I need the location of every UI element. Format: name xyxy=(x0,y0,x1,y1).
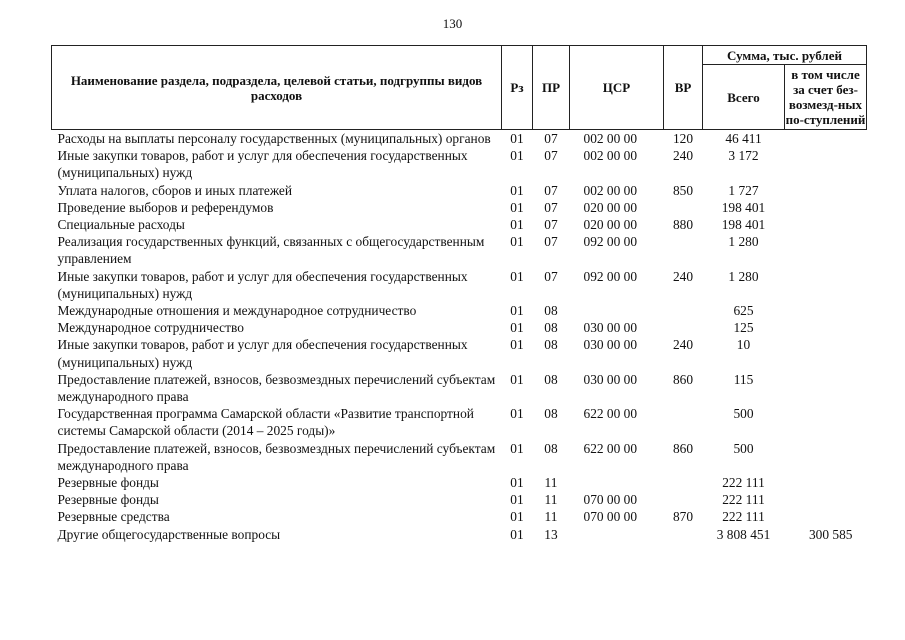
header-name: Наименование раздела, подраздела, целевой статьи, подгруппы видов расходов xyxy=(52,46,502,130)
cell-free xyxy=(785,491,867,508)
cell-free xyxy=(785,508,867,525)
cell-name: Специальные расходы xyxy=(57,217,185,233)
cell-free xyxy=(785,147,867,181)
table-row xyxy=(52,182,867,199)
cell-rz: 01 xyxy=(510,320,524,336)
cell-total: 115 xyxy=(733,371,754,387)
cell-vr xyxy=(664,474,703,491)
header-rz: Рз xyxy=(502,46,533,130)
table-row xyxy=(52,371,867,405)
cell-csr: 070 00 00 xyxy=(583,492,638,508)
cell-total: 1 280 xyxy=(728,234,759,250)
cell-pr: 07 xyxy=(544,234,558,250)
cell-csr: 002 00 00 xyxy=(583,131,638,146)
cell-csr: 092 00 00 xyxy=(583,268,638,284)
cell-csr: 030 00 00 xyxy=(583,371,638,387)
cell-vr: 850 xyxy=(672,182,694,198)
cell-csr: 020 00 00 xyxy=(583,199,638,215)
cell-vr: 870 xyxy=(672,509,694,525)
cell-rz: 01 xyxy=(510,131,524,146)
cell-pr: 08 xyxy=(544,371,558,387)
header-total: Всего xyxy=(703,65,785,130)
cell-rz: 01 xyxy=(510,303,524,319)
cell-rz: 01 xyxy=(510,371,524,387)
cell-rz: 01 xyxy=(510,148,524,164)
cell-pr: 08 xyxy=(544,320,558,336)
cell-pr: 08 xyxy=(544,440,558,456)
cell-pr: 08 xyxy=(544,406,558,422)
cell-rz: 01 xyxy=(510,492,524,508)
cell-name: Проведение выборов и референдумов xyxy=(57,199,274,215)
cell-csr: 002 00 00 xyxy=(583,182,638,198)
cell-csr: 622 00 00 xyxy=(583,440,638,456)
cell-total: 198 401 xyxy=(721,217,766,233)
cell-free xyxy=(785,440,867,474)
cell-free xyxy=(785,405,867,439)
cell-total: 222 111 xyxy=(722,509,765,525)
cell-csr: 030 00 00 xyxy=(583,320,638,336)
cell-vr: 860 xyxy=(672,440,694,456)
cell-pr: 13 xyxy=(544,526,558,542)
cell-name: Предоставление платежей, взносов, безвозмездных перечислений субъектам международного права xyxy=(57,371,496,405)
header-csr: ЦСР xyxy=(570,46,664,130)
cell-pr: 07 xyxy=(544,199,558,215)
cell-name: Иные закупки товаров, работ и услуг для обеспечения государственных (муниципальных) нужд xyxy=(57,337,468,370)
cell-free xyxy=(785,216,867,233)
cell-free xyxy=(785,130,867,148)
table-row xyxy=(52,526,867,543)
cell-free xyxy=(785,182,867,199)
cell-name: Государственная программа Самарской области «Развитие транспортной системы Самарской области (2014 – 2025 годы)» xyxy=(57,406,474,439)
cell-rz: 01 xyxy=(510,475,524,491)
cell-free xyxy=(785,319,867,336)
header-sum: Сумма, тыс. рублей xyxy=(703,46,867,65)
cell-csr: 030 00 00 xyxy=(583,337,638,353)
cell-total: 3 172 xyxy=(728,148,759,164)
cell-name: Уплата налогов, сборов и иных платежей xyxy=(57,182,293,198)
cell-pr: 07 xyxy=(544,131,558,146)
cell-name: Резервные фонды xyxy=(57,492,159,508)
cell-free: 300 585 xyxy=(808,526,853,542)
table-body xyxy=(52,130,867,543)
table-row xyxy=(52,440,867,474)
cell-rz: 01 xyxy=(510,234,524,250)
cell-pr: 07 xyxy=(544,148,558,164)
cell-rz: 01 xyxy=(510,440,524,456)
cell-rz: 01 xyxy=(510,217,524,233)
page-number: 130 xyxy=(442,16,463,31)
cell-total: 1 280 xyxy=(728,268,759,284)
cell-total: 222 111 xyxy=(722,475,765,491)
table-row xyxy=(52,474,867,491)
cell-rz: 01 xyxy=(510,406,524,422)
cell-rz: 01 xyxy=(510,509,524,525)
cell-rz: 01 xyxy=(510,182,524,198)
cell-name: Международные отношения и международное сотрудничество xyxy=(57,303,417,319)
header-gratuitous: в том числе за счет без-возмезд-ных по-ступлений xyxy=(785,65,867,130)
cell-rz: 01 xyxy=(510,337,524,353)
cell-vr: 240 xyxy=(672,337,694,353)
table-row xyxy=(52,147,867,181)
cell-name: Иные закупки товаров, работ и услуг для обеспечения государственных (муниципальных) нужд xyxy=(57,148,468,181)
cell-rz: 01 xyxy=(510,526,524,542)
cell-name: Предоставление платежей, взносов, безвозмездных перечислений субъектам международного права xyxy=(57,440,496,473)
cell-csr xyxy=(570,474,664,491)
cell-total: 500 xyxy=(733,406,754,422)
cell-csr xyxy=(570,526,664,543)
cell-vr xyxy=(664,199,703,216)
cell-name: Резервные средства xyxy=(57,509,170,525)
cell-pr: 07 xyxy=(544,182,558,198)
table-row xyxy=(52,199,867,216)
cell-vr: 240 xyxy=(672,148,694,164)
cell-total: 1 727 xyxy=(728,182,759,198)
cell-total: 3 808 451 xyxy=(716,526,771,542)
cell-name: Иные закупки товаров, работ и услуг для обеспечения государственных (муниципальных) нужд xyxy=(57,268,468,301)
cell-vr: 120 xyxy=(672,131,694,146)
cell-total: 222 111 xyxy=(722,492,765,508)
cell-vr xyxy=(664,319,703,336)
cell-free xyxy=(785,302,867,319)
table-header xyxy=(52,46,867,130)
cell-rz: 01 xyxy=(510,199,524,215)
cell-name: Расходы на выплаты персоналу государственных (муниципальных) органов xyxy=(57,131,491,146)
cell-name: Реализация государственных функций, связанных с общегосударственным управлением xyxy=(57,234,485,267)
cell-pr: 11 xyxy=(544,509,558,525)
cell-pr: 08 xyxy=(544,337,558,353)
table-row xyxy=(52,216,867,233)
cell-csr: 020 00 00 xyxy=(583,217,638,233)
table-row xyxy=(52,130,867,148)
cell-total: 125 xyxy=(733,320,754,336)
cell-vr: 860 xyxy=(672,371,694,387)
table-row xyxy=(52,405,867,439)
cell-pr: 11 xyxy=(544,475,558,491)
table-row xyxy=(52,336,867,370)
cell-rz: 01 xyxy=(510,268,524,284)
table-row xyxy=(52,508,867,525)
cell-pr: 08 xyxy=(544,303,558,319)
cell-name: Другие общегосударственные вопросы xyxy=(57,526,281,542)
cell-vr xyxy=(664,491,703,508)
cell-csr: 092 00 00 xyxy=(583,234,638,250)
cell-name: Международное сотрудничество xyxy=(57,320,244,336)
cell-name: Резервные фонды xyxy=(57,475,159,491)
header-vr: ВР xyxy=(664,46,703,130)
table-row xyxy=(52,233,867,267)
cell-vr: 880 xyxy=(672,217,694,233)
header-pr: ПР xyxy=(533,46,570,130)
cell-vr xyxy=(664,405,703,439)
cell-pr: 07 xyxy=(544,217,558,233)
cell-total: 500 xyxy=(733,440,754,456)
cell-csr: 070 00 00 xyxy=(583,509,638,525)
cell-csr: 002 00 00 xyxy=(583,148,638,164)
cell-vr xyxy=(664,526,703,543)
cell-free xyxy=(785,199,867,216)
budget-table xyxy=(51,45,867,543)
table-row xyxy=(52,319,867,336)
cell-total: 46 411 xyxy=(725,131,762,146)
cell-total: 625 xyxy=(733,303,754,319)
cell-vr xyxy=(664,302,703,319)
cell-total: 198 401 xyxy=(721,199,766,215)
cell-csr: 622 00 00 xyxy=(583,406,638,422)
cell-pr: 07 xyxy=(544,268,558,284)
cell-csr xyxy=(570,302,664,319)
cell-free xyxy=(785,268,867,302)
cell-vr: 240 xyxy=(672,268,694,284)
cell-vr xyxy=(664,233,703,267)
cell-free xyxy=(785,233,867,267)
table-row xyxy=(52,268,867,302)
cell-total: 10 xyxy=(736,337,751,353)
cell-free xyxy=(785,336,867,370)
cell-free xyxy=(785,371,867,405)
cell-free xyxy=(785,474,867,491)
table-row xyxy=(52,491,867,508)
cell-pr: 11 xyxy=(544,492,558,508)
table-row xyxy=(52,302,867,319)
